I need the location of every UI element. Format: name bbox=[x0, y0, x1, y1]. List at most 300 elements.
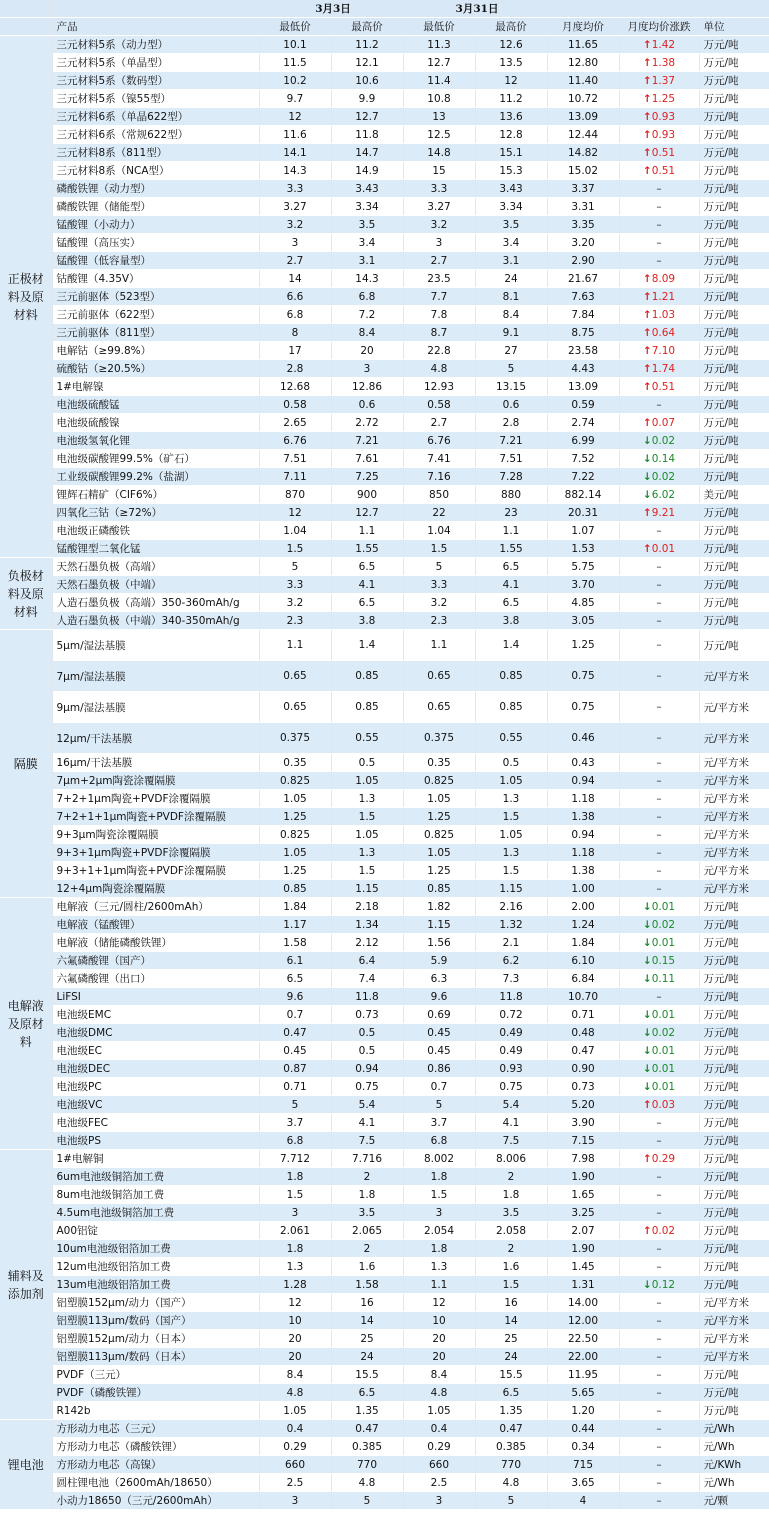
monthly-change bbox=[619, 661, 699, 692]
high-price-2: 2.058 bbox=[475, 1222, 547, 1240]
arrow-up-icon: ↑ bbox=[642, 326, 652, 339]
unit: 元/平方米 bbox=[699, 772, 769, 790]
monthly-change bbox=[619, 1240, 699, 1258]
high-price-2: 0.6 bbox=[475, 396, 547, 414]
change-value: 0.93 bbox=[651, 110, 676, 123]
high-price-2: 7.28 bbox=[475, 468, 547, 486]
monthly-change bbox=[619, 630, 699, 661]
monthly-change bbox=[619, 612, 699, 630]
product-name: 9+3μm陶瓷涂覆隔膜 bbox=[52, 826, 259, 844]
unit: 万元/吨 bbox=[699, 162, 769, 180]
col-high-1: 最高价 bbox=[331, 18, 403, 36]
low-price-1: 870 bbox=[259, 486, 331, 504]
table-row bbox=[0, 1168, 769, 1186]
unit: 元/平方米 bbox=[699, 844, 769, 862]
monthly-change bbox=[619, 360, 699, 378]
change-value: 7.10 bbox=[651, 344, 676, 357]
table-row bbox=[0, 414, 769, 432]
table-row bbox=[0, 36, 769, 54]
monthly-change bbox=[619, 1078, 699, 1096]
monthly-change bbox=[619, 396, 699, 414]
table-row bbox=[0, 1348, 769, 1366]
low-price-1: 3.3 bbox=[259, 576, 331, 594]
high-price-2: 1.5 bbox=[475, 862, 547, 880]
monthly-average: 6.99 bbox=[547, 432, 619, 450]
high-price-1: 900 bbox=[331, 486, 403, 504]
low-price-2: 7.41 bbox=[403, 450, 475, 468]
low-price-1: 2.061 bbox=[259, 1222, 331, 1240]
high-price-2: 7.51 bbox=[475, 450, 547, 468]
low-price-2: 5.9 bbox=[403, 952, 475, 970]
product-name: 六氟磷酸锂（出口） bbox=[52, 970, 259, 988]
monthly-average: 15.02 bbox=[547, 162, 619, 180]
low-price-1: 1.84 bbox=[259, 898, 331, 916]
monthly-average: 6.84 bbox=[547, 970, 619, 988]
low-price-2: 6.3 bbox=[403, 970, 475, 988]
low-price-2: 5 bbox=[403, 558, 475, 576]
change-value: – bbox=[656, 1170, 662, 1183]
product-name: 10um电池级铝箔加工费 bbox=[52, 1240, 259, 1258]
high-price-1: 14 bbox=[331, 1312, 403, 1330]
unit: 万元/吨 bbox=[699, 36, 769, 54]
table-row bbox=[0, 692, 769, 723]
table-row bbox=[0, 486, 769, 504]
low-price-2: 6.8 bbox=[403, 1132, 475, 1150]
low-price-1: 0.71 bbox=[259, 1078, 331, 1096]
product-name: 4.5um电池级铜箔加工费 bbox=[52, 1204, 259, 1222]
low-price-1: 17 bbox=[259, 342, 331, 360]
high-price-1: 0.73 bbox=[331, 1006, 403, 1024]
change-value: 1.37 bbox=[651, 74, 676, 87]
high-price-2: 1.5 bbox=[475, 808, 547, 826]
high-price-1: 10.6 bbox=[331, 72, 403, 90]
low-price-1: 5 bbox=[259, 558, 331, 576]
monthly-average: 7.98 bbox=[547, 1150, 619, 1168]
unit: 元/平方米 bbox=[699, 826, 769, 844]
monthly-average: 5.65 bbox=[547, 1384, 619, 1402]
table-row bbox=[0, 1078, 769, 1096]
arrow-down-icon: ↓ bbox=[642, 452, 652, 465]
low-price-1: 0.4 bbox=[259, 1420, 331, 1438]
high-price-2: 0.85 bbox=[475, 692, 547, 723]
monthly-change bbox=[619, 1258, 699, 1276]
low-price-2: 10.8 bbox=[403, 90, 475, 108]
low-price-1: 9.6 bbox=[259, 988, 331, 1006]
low-price-2: 3 bbox=[403, 1204, 475, 1222]
arrow-up-icon: ↑ bbox=[642, 290, 652, 303]
low-price-2: 1.82 bbox=[403, 898, 475, 916]
high-price-1: 1.55 bbox=[331, 540, 403, 558]
monthly-change bbox=[619, 1456, 699, 1474]
high-price-2: 0.49 bbox=[475, 1024, 547, 1042]
product-name: 磷酸铁锂（动力型） bbox=[52, 180, 259, 198]
high-price-1: 3.5 bbox=[331, 216, 403, 234]
high-price-2: 3.4 bbox=[475, 234, 547, 252]
high-price-1: 3.8 bbox=[331, 612, 403, 630]
high-price-2: 3.43 bbox=[475, 180, 547, 198]
arrow-down-icon: ↓ bbox=[642, 918, 652, 931]
low-price-2: 0.375 bbox=[403, 723, 475, 754]
monthly-change bbox=[619, 270, 699, 288]
unit: 万元/吨 bbox=[699, 558, 769, 576]
low-price-2: 1.5 bbox=[403, 540, 475, 558]
low-price-2: 11.3 bbox=[403, 36, 475, 54]
low-price-1: 3.3 bbox=[259, 180, 331, 198]
product-name: 7μm+2μm陶瓷涂覆隔膜 bbox=[52, 772, 259, 790]
monthly-average: 4 bbox=[547, 1492, 619, 1510]
table-row bbox=[0, 1420, 769, 1438]
high-price-1: 3.5 bbox=[331, 1204, 403, 1222]
monthly-change bbox=[619, 880, 699, 898]
monthly-average: 20.31 bbox=[547, 504, 619, 522]
product-name: 铝塑膜152μm/动力（国产） bbox=[52, 1294, 259, 1312]
low-price-2: 0.825 bbox=[403, 772, 475, 790]
table-row bbox=[0, 661, 769, 692]
monthly-average: 7.22 bbox=[547, 468, 619, 486]
high-price-2: 1.3 bbox=[475, 844, 547, 862]
monthly-average: 22.00 bbox=[547, 1348, 619, 1366]
unit: 万元/吨 bbox=[699, 144, 769, 162]
low-price-1: 1.04 bbox=[259, 522, 331, 540]
unit: 美元/吨 bbox=[699, 486, 769, 504]
product-name: 人造石墨负极（高端）350-360mAh/g bbox=[52, 594, 259, 612]
high-price-1: 1.6 bbox=[331, 1258, 403, 1276]
low-price-2: 20 bbox=[403, 1330, 475, 1348]
high-price-2: 4.1 bbox=[475, 1114, 547, 1132]
product-name: 人造石墨负极（中端）340-350mAh/g bbox=[52, 612, 259, 630]
low-price-1: 3 bbox=[259, 1492, 331, 1510]
monthly-change bbox=[619, 934, 699, 952]
unit: 万元/吨 bbox=[699, 612, 769, 630]
product-name: 铝塑膜152μm/动力（日本） bbox=[52, 1330, 259, 1348]
low-price-2: 2.3 bbox=[403, 612, 475, 630]
product-name: 三元前驱体（523型） bbox=[52, 288, 259, 306]
high-price-1: 11.2 bbox=[331, 36, 403, 54]
monthly-average: 4.85 bbox=[547, 594, 619, 612]
high-price-2: 3.1 bbox=[475, 252, 547, 270]
low-price-2: 6.76 bbox=[403, 432, 475, 450]
unit: 万元/吨 bbox=[699, 252, 769, 270]
table-row bbox=[0, 934, 769, 952]
unit: 万元/吨 bbox=[699, 1204, 769, 1222]
product-name: 电池级PS bbox=[52, 1132, 259, 1150]
col-low-1: 最低价 bbox=[259, 18, 331, 36]
change-value: 1.42 bbox=[651, 38, 676, 51]
monthly-average: 0.75 bbox=[547, 692, 619, 723]
table-row bbox=[0, 898, 769, 916]
unit: 万元/吨 bbox=[699, 1114, 769, 1132]
change-value: – bbox=[656, 756, 662, 769]
high-price-2: 1.3 bbox=[475, 790, 547, 808]
low-price-1: 2.3 bbox=[259, 612, 331, 630]
product-name: LiFSI bbox=[52, 988, 259, 1006]
product-name: 工业级碳酸锂99.2%（盐湖） bbox=[52, 468, 259, 486]
low-price-1: 0.58 bbox=[259, 396, 331, 414]
low-price-1: 1.17 bbox=[259, 916, 331, 934]
unit: 元/颗 bbox=[699, 1492, 769, 1510]
monthly-change bbox=[619, 522, 699, 540]
change-value: – bbox=[656, 1494, 662, 1507]
unit: 万元/吨 bbox=[699, 1402, 769, 1420]
monthly-average: 14.00 bbox=[547, 1294, 619, 1312]
monthly-change bbox=[619, 1168, 699, 1186]
product-name: 三元材料8系（NCA型） bbox=[52, 162, 259, 180]
low-price-1: 0.35 bbox=[259, 754, 331, 772]
category-label: 正极材料及原材料 bbox=[0, 36, 52, 558]
unit: 万元/吨 bbox=[699, 1042, 769, 1060]
low-price-2: 8.7 bbox=[403, 324, 475, 342]
table-row bbox=[0, 1006, 769, 1024]
product-name: 三元材料6系（单晶622型） bbox=[52, 108, 259, 126]
product-name: 锂辉石精矿（CIF6%） bbox=[52, 486, 259, 504]
high-price-1: 7.25 bbox=[331, 468, 403, 486]
arrow-up-icon: ↑ bbox=[642, 110, 652, 123]
high-price-1: 2.72 bbox=[331, 414, 403, 432]
product-name: 电池级VC bbox=[52, 1096, 259, 1114]
change-value: – bbox=[656, 1368, 662, 1381]
monthly-change bbox=[619, 216, 699, 234]
high-price-1: 7.5 bbox=[331, 1132, 403, 1150]
monthly-average: 2.00 bbox=[547, 898, 619, 916]
col-change: 月度均价涨跌 bbox=[619, 18, 699, 36]
monthly-average: 7.15 bbox=[547, 1132, 619, 1150]
product-name: 锰酸锂（高压实） bbox=[52, 234, 259, 252]
product-name: 六氟磷酸锂（国产） bbox=[52, 952, 259, 970]
low-price-1: 3.2 bbox=[259, 216, 331, 234]
change-value: 0.01 bbox=[651, 900, 676, 913]
product-name: 三元前驱体（622型） bbox=[52, 306, 259, 324]
table-row bbox=[0, 378, 769, 396]
product-name: 锰酸锂（小动力） bbox=[52, 216, 259, 234]
product-name: R142b bbox=[52, 1402, 259, 1420]
monthly-change bbox=[619, 432, 699, 450]
high-price-1: 7.716 bbox=[331, 1150, 403, 1168]
monthly-average: 2.07 bbox=[547, 1222, 619, 1240]
monthly-average: 715 bbox=[547, 1456, 619, 1474]
low-price-2: 12 bbox=[403, 1294, 475, 1312]
monthly-change bbox=[619, 808, 699, 826]
monthly-average: 7.63 bbox=[547, 288, 619, 306]
product-name: 钴酸锂（4.35V） bbox=[52, 270, 259, 288]
product-name: 三元材料5系（单晶型） bbox=[52, 54, 259, 72]
low-price-2: 3 bbox=[403, 234, 475, 252]
high-price-1: 6.8 bbox=[331, 288, 403, 306]
high-price-2: 13.15 bbox=[475, 378, 547, 396]
low-price-2: 1.1 bbox=[403, 630, 475, 661]
change-value: – bbox=[656, 1404, 662, 1417]
unit: 万元/吨 bbox=[699, 1258, 769, 1276]
arrow-down-icon: ↓ bbox=[642, 1026, 652, 1039]
monthly-average: 0.59 bbox=[547, 396, 619, 414]
product-name: 电池级碳酸锂99.5%（矿石） bbox=[52, 450, 259, 468]
monthly-average: 1.38 bbox=[547, 862, 619, 880]
monthly-average: 12.00 bbox=[547, 1312, 619, 1330]
high-price-1: 6.5 bbox=[331, 558, 403, 576]
high-price-2: 12.6 bbox=[475, 36, 547, 54]
change-value: 0.12 bbox=[651, 1278, 676, 1291]
change-value: 0.07 bbox=[651, 416, 676, 429]
low-price-1: 3.2 bbox=[259, 594, 331, 612]
product-name: 12μm/干法基膜 bbox=[52, 723, 259, 754]
arrow-down-icon: ↓ bbox=[642, 1080, 652, 1093]
table-row bbox=[0, 1222, 769, 1240]
monthly-change bbox=[619, 288, 699, 306]
unit: 万元/吨 bbox=[699, 468, 769, 486]
low-price-1: 7.51 bbox=[259, 450, 331, 468]
monthly-average: 13.09 bbox=[547, 108, 619, 126]
arrow-up-icon: ↑ bbox=[642, 74, 652, 87]
high-price-1: 14.3 bbox=[331, 270, 403, 288]
low-price-1: 0.825 bbox=[259, 772, 331, 790]
low-price-1: 12.68 bbox=[259, 378, 331, 396]
arrow-down-icon: ↓ bbox=[642, 488, 652, 501]
high-price-2: 14 bbox=[475, 1312, 547, 1330]
monthly-average: 5.20 bbox=[547, 1096, 619, 1114]
change-value: – bbox=[656, 846, 662, 859]
low-price-1: 1.05 bbox=[259, 790, 331, 808]
unit: 万元/吨 bbox=[699, 180, 769, 198]
arrow-down-icon: ↓ bbox=[642, 972, 652, 985]
high-price-2: 15.3 bbox=[475, 162, 547, 180]
low-price-1: 6.8 bbox=[259, 1132, 331, 1150]
low-price-2: 1.04 bbox=[403, 522, 475, 540]
unit: 万元/吨 bbox=[699, 916, 769, 934]
table-row bbox=[0, 360, 769, 378]
unit: 万元/吨 bbox=[699, 1240, 769, 1258]
unit: 万元/吨 bbox=[699, 1132, 769, 1150]
monthly-change bbox=[619, 504, 699, 522]
high-price-1: 7.21 bbox=[331, 432, 403, 450]
product-name: 电池级PC bbox=[52, 1078, 259, 1096]
high-price-2: 12 bbox=[475, 72, 547, 90]
unit: 万元/吨 bbox=[699, 970, 769, 988]
product-name: 三元材料5系（镍55型） bbox=[52, 90, 259, 108]
unit: 万元/吨 bbox=[699, 126, 769, 144]
low-price-2: 0.65 bbox=[403, 661, 475, 692]
arrow-up-icon: ↑ bbox=[642, 542, 652, 555]
low-price-2: 12.5 bbox=[403, 126, 475, 144]
product-name: 电池级DEC bbox=[52, 1060, 259, 1078]
arrow-up-icon: ↑ bbox=[642, 1224, 652, 1237]
change-value: – bbox=[656, 1116, 662, 1129]
monthly-change bbox=[619, 772, 699, 790]
monthly-change bbox=[619, 692, 699, 723]
table-row bbox=[0, 576, 769, 594]
low-price-1: 0.29 bbox=[259, 1438, 331, 1456]
high-price-1: 1.1 bbox=[331, 522, 403, 540]
unit: 元/平方米 bbox=[699, 1294, 769, 1312]
monthly-average: 1.18 bbox=[547, 844, 619, 862]
product-name: 锰酸锂（低容量型） bbox=[52, 252, 259, 270]
change-value: 1.38 bbox=[651, 56, 676, 69]
table-row bbox=[0, 1276, 769, 1294]
high-price-2: 6.5 bbox=[475, 594, 547, 612]
low-price-1: 6.5 bbox=[259, 970, 331, 988]
monthly-average: 3.70 bbox=[547, 576, 619, 594]
change-value: 0.02 bbox=[651, 918, 676, 931]
product-name: 三元材料5系（数码型） bbox=[52, 72, 259, 90]
unit: 万元/吨 bbox=[699, 1222, 769, 1240]
low-price-2: 3.3 bbox=[403, 576, 475, 594]
unit: 万元/吨 bbox=[699, 432, 769, 450]
high-price-2: 0.47 bbox=[475, 1420, 547, 1438]
high-price-2: 1.05 bbox=[475, 826, 547, 844]
arrow-up-icon: ↑ bbox=[642, 1152, 652, 1165]
high-price-1: 3.4 bbox=[331, 234, 403, 252]
product-name: 天然石墨负极（中端） bbox=[52, 576, 259, 594]
unit: 万元/吨 bbox=[699, 72, 769, 90]
change-value: – bbox=[656, 1476, 662, 1489]
low-price-1: 6.6 bbox=[259, 288, 331, 306]
low-price-1: 8.4 bbox=[259, 1366, 331, 1384]
table-row bbox=[0, 342, 769, 360]
monthly-change bbox=[619, 36, 699, 54]
col-product: 产品 bbox=[52, 18, 259, 36]
high-price-1: 1.34 bbox=[331, 916, 403, 934]
monthly-average: 11.65 bbox=[547, 36, 619, 54]
category-label: 锂电池 bbox=[0, 1420, 52, 1510]
table-row bbox=[0, 1240, 769, 1258]
monthly-change bbox=[619, 1114, 699, 1132]
product-name: 铝塑膜113μm/数码（国产） bbox=[52, 1312, 259, 1330]
low-price-1: 1.1 bbox=[259, 630, 331, 661]
monthly-change bbox=[619, 252, 699, 270]
product-name: 电池级EC bbox=[52, 1042, 259, 1060]
high-price-1: 1.05 bbox=[331, 826, 403, 844]
high-price-2: 11.2 bbox=[475, 90, 547, 108]
low-price-2: 7.7 bbox=[403, 288, 475, 306]
low-price-1: 2.5 bbox=[259, 1474, 331, 1492]
monthly-average: 0.34 bbox=[547, 1438, 619, 1456]
high-price-1: 5.4 bbox=[331, 1096, 403, 1114]
high-price-1: 11.8 bbox=[331, 988, 403, 1006]
table-row bbox=[0, 1384, 769, 1402]
high-price-2: 2.1 bbox=[475, 934, 547, 952]
monthly-average: 2.90 bbox=[547, 252, 619, 270]
table-row bbox=[0, 540, 769, 558]
monthly-change bbox=[619, 1222, 699, 1240]
high-price-1: 20 bbox=[331, 342, 403, 360]
monthly-average: 7.52 bbox=[547, 450, 619, 468]
monthly-average: 1.25 bbox=[547, 630, 619, 661]
product-name: 电解液（储能磷酸铁锂） bbox=[52, 934, 259, 952]
change-value: – bbox=[656, 398, 662, 411]
high-price-1: 0.6 bbox=[331, 396, 403, 414]
monthly-change bbox=[619, 1276, 699, 1294]
high-price-1: 0.47 bbox=[331, 1420, 403, 1438]
table-row bbox=[0, 808, 769, 826]
low-price-2: 1.1 bbox=[403, 1276, 475, 1294]
low-price-2: 1.3 bbox=[403, 1258, 475, 1276]
monthly-change bbox=[619, 1384, 699, 1402]
high-price-1: 4.8 bbox=[331, 1474, 403, 1492]
high-price-1: 12.7 bbox=[331, 504, 403, 522]
change-value: – bbox=[656, 1188, 662, 1201]
high-price-2: 5 bbox=[475, 1492, 547, 1510]
monthly-average: 0.44 bbox=[547, 1420, 619, 1438]
change-value: – bbox=[656, 1386, 662, 1399]
arrow-up-icon: ↑ bbox=[642, 92, 652, 105]
table-row bbox=[0, 126, 769, 144]
unit: 万元/吨 bbox=[699, 414, 769, 432]
monthly-average: 0.94 bbox=[547, 772, 619, 790]
monthly-change bbox=[619, 1186, 699, 1204]
low-price-1: 1.25 bbox=[259, 862, 331, 880]
low-price-1: 0.85 bbox=[259, 880, 331, 898]
unit: 万元/吨 bbox=[699, 1024, 769, 1042]
monthly-average: 1.45 bbox=[547, 1258, 619, 1276]
low-price-2: 13 bbox=[403, 108, 475, 126]
